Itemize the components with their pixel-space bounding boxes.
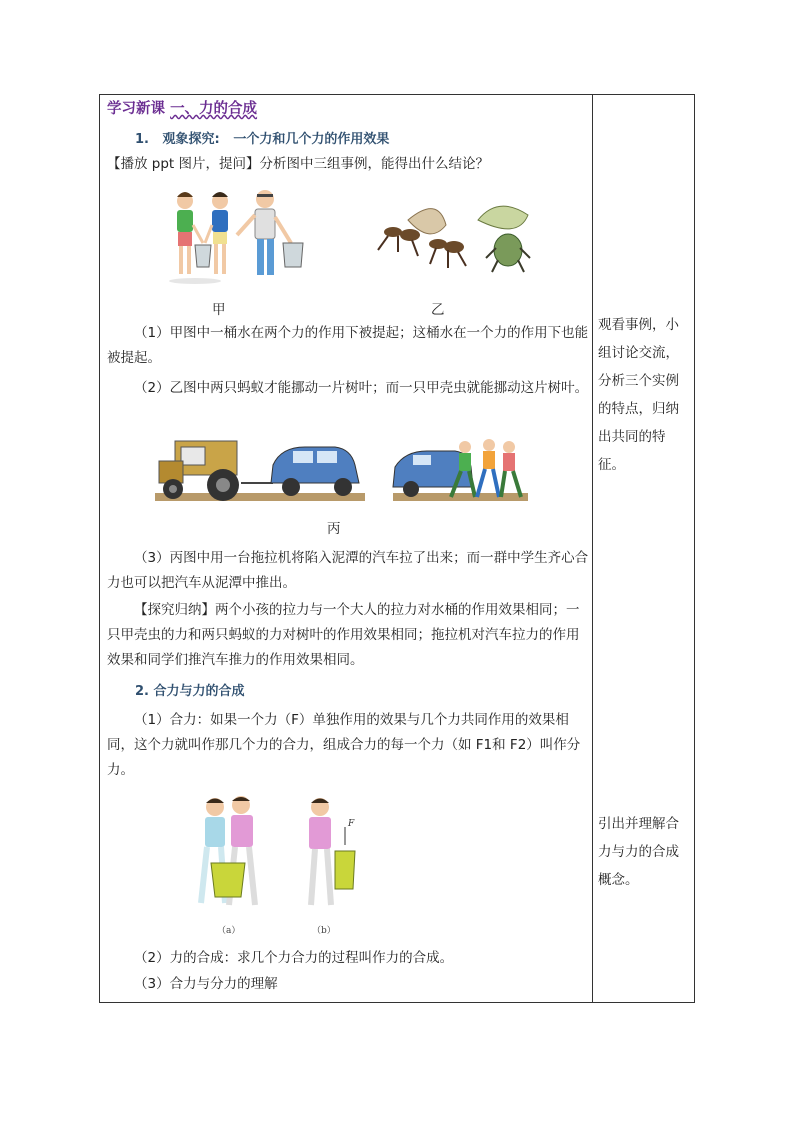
- summary-text: 【探究归纳】两个小孩的拉力与一个大人的拉力对水桶的作用效果相同；一只甲壳虫的力和两只蚂蚁的力对树叶的作用效果相同；拖拉机对汽车拉力的作用效果和同学们推汽车推力的作用效果相同。: [107, 602, 580, 668]
- side-note-observe: 观看事例，小组讨论交流，分析三个实例的特点，归纳出共同的特征。: [598, 317, 679, 473]
- section-prefix: 学习新课: [107, 101, 165, 117]
- section-heading: [107, 97, 257, 118]
- item-2-text: （2）乙图中两只蚂蚁才能挪动一片树叶；而一只甲壳虫就能挪动这片树叶。: [134, 380, 589, 396]
- caption-bing: 丙: [327, 521, 341, 537]
- caption-jia: 甲: [212, 302, 226, 318]
- figure-jia-illustration: [165, 185, 315, 285]
- label-b: （b）: [312, 926, 336, 936]
- figure-bing-illustration: [155, 435, 530, 507]
- figure-ab-illustration: [175, 793, 375, 938]
- side-note-concept: 引出并理解合力与力的合成概念。: [598, 816, 679, 888]
- force-label-f: F: [348, 819, 355, 829]
- part1-heading: 1. 观象探究: 一个力和几个力的作用效果: [135, 132, 390, 147]
- concept-resultant-text: （1）合力：如果一个力（F）单独作用的效果与几个力共同作用的效果相同，这个力就叫作那几个力的合力，组成合力的每一个力（如 F1和 F2）叫作分力。: [107, 712, 581, 778]
- concept-understanding-text: （3）合力与分力的理解: [134, 976, 278, 992]
- concept-composition-text: （2）力的合成：求几个力合力的过程叫作力的合成。: [134, 950, 454, 966]
- part2-heading: 2. 合力与力的合成: [135, 684, 245, 699]
- prompt-text: 【播放 ppt 图片，提问】分析图中三组事例，能得出什么结论？: [107, 156, 490, 172]
- figure-yi-illustration: [368, 200, 538, 280]
- caption-yi: 乙: [431, 302, 445, 318]
- section-title: 一、力的合成: [170, 101, 258, 117]
- column-divider: [592, 94, 593, 1003]
- item-3-text: （3）丙图中用一台拖拉机将陷入泥潭的汽车拉了出来；而一群中学生齐心合力也可以把汽车从泥潭中推出。: [107, 550, 589, 591]
- item-1-text: （1）甲图中一桶水在两个力的作用下被提起；这桶水在一个力的作用下也能被提起。: [107, 325, 589, 366]
- label-a: （a）: [217, 926, 241, 936]
